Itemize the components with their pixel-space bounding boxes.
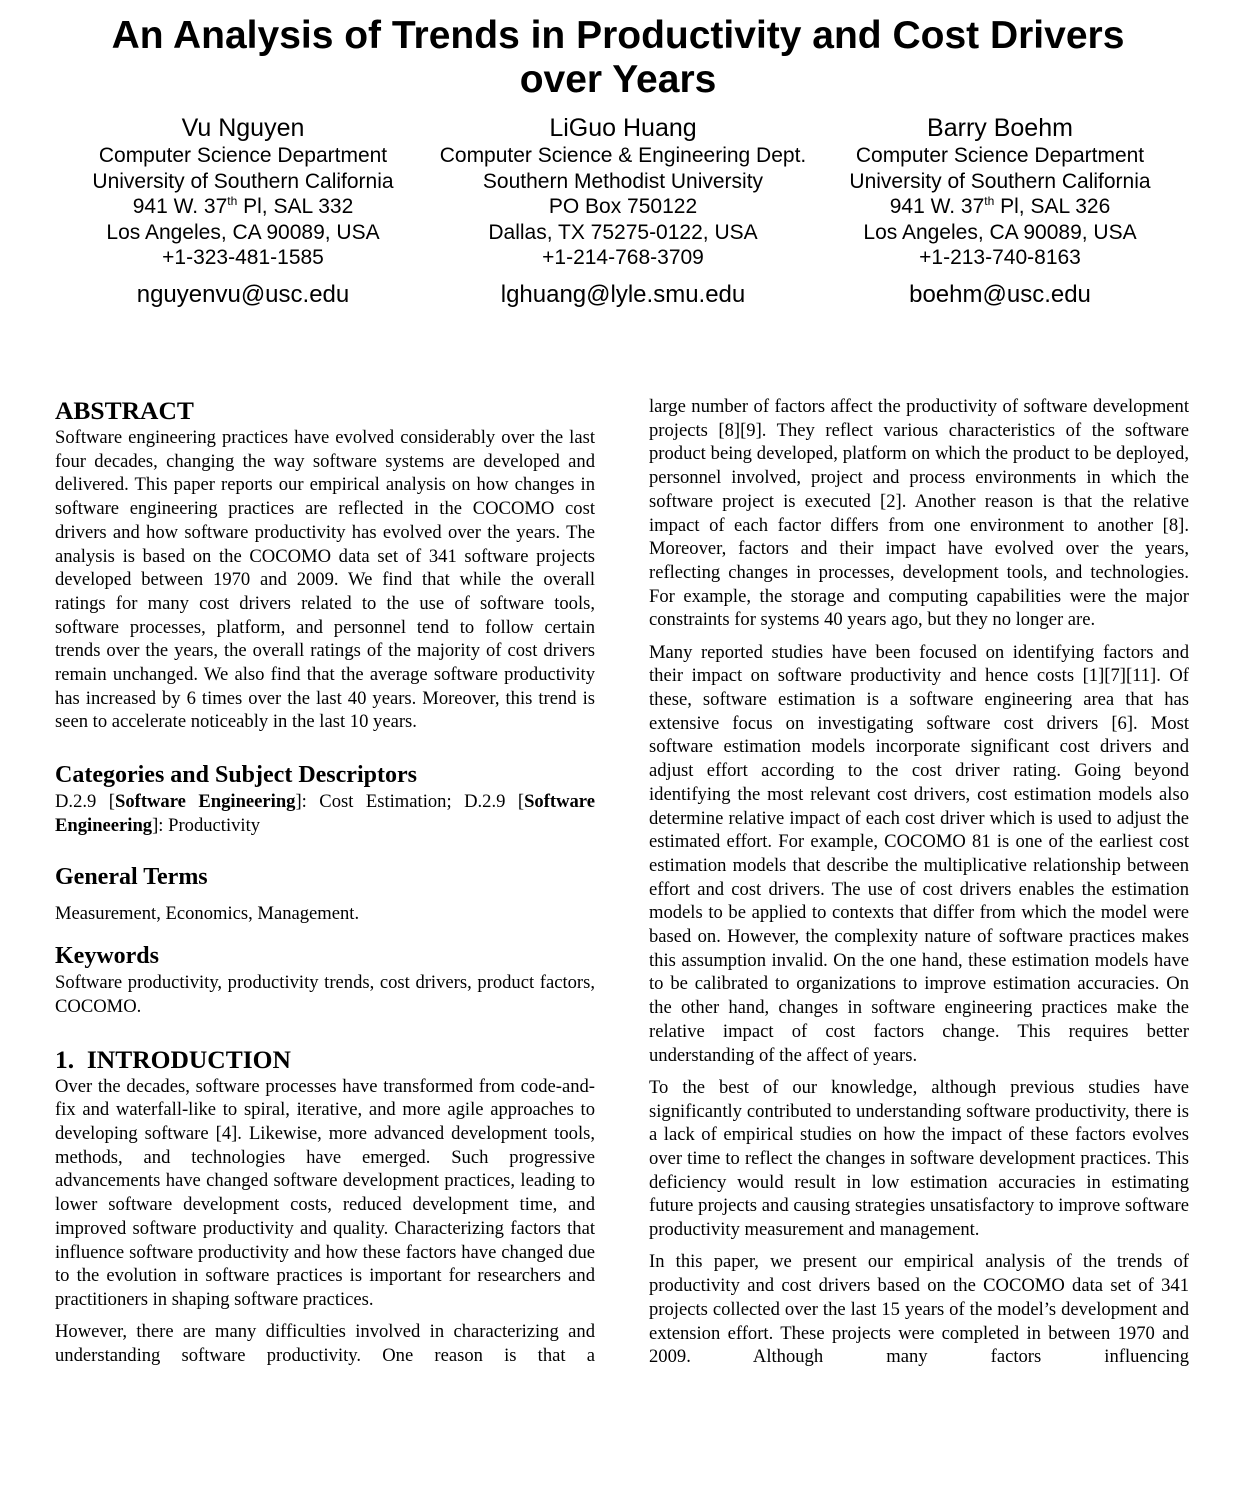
author-city: Los Angeles, CA 90089, USA <box>106 220 380 244</box>
author-email[interactable]: lghuang@lyle.smu.edu <box>500 280 746 308</box>
spacer <box>55 838 595 862</box>
author-address: PO Box 750122 <box>548 195 698 219</box>
author-name: Barry Boehm <box>927 114 1073 142</box>
author-address <box>43 194 443 220</box>
author-dept: Computer Science & Engineering Dept. <box>439 144 807 167</box>
author-2 <box>418 113 828 309</box>
general-terms-heading: General Terms <box>55 863 208 890</box>
author-org: Southern Methodist University <box>482 169 764 193</box>
address-part: Pl, SAL 332 <box>237 195 354 219</box>
author-org: University of Southern California <box>849 169 1151 193</box>
author-phone: +1-214-768-3709 <box>542 246 704 270</box>
intro-paragraph-4: Many reported studies have been focused on identifying factors and their impact on software productivity and hence costs [1][7][11]. Of these, software estimation is a software engineering area that has extensive focus on investigating software cost drivers [6]. Most software estimation models incorporate significant cost drivers and adjust effort according to the cost driver rating. Going beyond identifying the most relevant cost drivers, cost estimation models also determine relative impact of each cost driver which is used to adjust the estimated effort. For example, COCOMO 81 is one of the earliest cost estimation models that describe the multiplicative relationship between effort and cost drivers. The use of cost drivers enables the estimation models to be applied to contexts that differ from which the model were based on. However, the complexity nature of software practices makes this assumption invalid. On the one hand, these estimation models have to be calibrated to organizations to improve estimation accuracies. On the other hand, changes in software engineering practices make the relative impact of cost factors change. This requires better understanding of the affect of years. <box>649 641 1189 1066</box>
author-name: LiGuo Huang <box>549 114 697 142</box>
introduction-heading: 1. INTRODUCTION <box>55 1044 291 1074</box>
text-run: ]: Productivity <box>152 814 261 836</box>
intro-paragraph-6: In this paper, we present our empirical analysis of the trends of productivity and cost drivers based on the COCOMO data set of 341 projects collected over the last 15 years of the model’s development and extension effort. These projects were completed in between 1970 and 2009. Although many factors influencing <box>649 1251 1189 1368</box>
keywords-text: Software productivity, productivity trends, cost drivers, product factors, COCOMO. <box>55 972 595 1017</box>
abstract-heading: ABSTRACT <box>55 396 194 425</box>
author-email[interactable]: boehm@usc.edu <box>909 280 1091 308</box>
address-part: 941 W. 37 <box>889 195 985 219</box>
author-phone: +1-323-481-1585 <box>162 246 324 270</box>
author-dept: Computer Science Department <box>98 144 388 167</box>
author-address <box>800 194 1200 220</box>
bold-run: Software Engineering <box>114 791 296 813</box>
general-terms-text: Measurement, Economics, Management. <box>55 902 360 924</box>
author-city: Los Angeles, CA 90089, USA <box>863 220 1137 244</box>
address-superscript: th <box>227 194 238 209</box>
right-column <box>649 395 1189 1369</box>
text-run: ]: Cost Estimation; D.2.9 [ <box>295 791 525 813</box>
abstract-text: Software engineering practices have evolved considerably over the last four decades, changing the way software systems are developed and delivered. This paper reports our empirical analysis on how changes in software engineering practices are reflected in the COCOMO cost drivers and how software productivity has evolved over the years. The analysis is based on the COCOMO data set of 341 software projects developed between 1970 and 2009. We find that while the overall ratings for many cost drivers related to the use of software tools, software processes, platform, and personnel tend to follow certain trends over the years, the overall ratings of the majority of cost drivers remain unchanged. We also find that the average software productivity has increased by 6 times over the last 40 years. Moreover, this trend is seen to accelerate noticeably in the last 10 years. <box>55 427 595 733</box>
address-part: Pl, SAL 326 <box>994 195 1111 219</box>
keywords-heading: Keywords <box>55 943 159 970</box>
bold-run: Software Engineering <box>55 791 595 836</box>
paper-title <box>0 14 1236 102</box>
author-email[interactable]: nguyenvu@usc.edu <box>136 280 350 308</box>
author-phone: +1-213-740-8163 <box>919 246 1081 270</box>
intro-paragraph-3: large number of factors affect the productivity of software development projects [8][9]. They reflect various characteristics of the software product being developed, platform on which the product to be deployed, personnel involved, project and process environments in which the software project is executed [2]. Another reason is that the relative impact of each factor differs from one environment to another [8]. Moreover, factors and their impact have evolved over the years, reflecting changes in processes, development tools, and technologies. For example, the storage and computing capabilities were the major constraints for systems 40 years ago, but they no longer are. <box>649 396 1189 631</box>
author-name: Vu Nguyen <box>181 114 305 142</box>
author-city: Dallas, TX 75275-0122, USA <box>488 220 758 244</box>
address-superscript: th <box>984 194 995 209</box>
text-run: D.2.9 [ <box>55 791 115 813</box>
spacer <box>55 925 595 941</box>
intro-paragraph-1: Over the decades, software processes have transformed from code-and-fix and waterfall-like to spiral, iterative, and more agile approaches to developing software [4]. Likewise, more advanced development tools, methods, and technologies have emerged. Such progressive advancements have changed software development practices, leading to lower software development costs, reduced development time, and improved software productivity and quality. Characterizing factors that influence software productivity and how these factors have changed due to the evolution in software practices is important for researchers and practitioners in shaping software practices. <box>55 1075 595 1310</box>
categories-text <box>55 790 595 837</box>
categories-heading: Categories and Subject Descriptors <box>55 762 417 789</box>
address-part: 941 W. 37 <box>132 195 228 219</box>
spacer <box>55 1019 595 1045</box>
title-line-2: over Years <box>519 58 717 101</box>
intro-paragraph-2: However, there are many difficulties involved in characterizing and understanding software productivity. One reason is that a <box>55 1321 595 1366</box>
title-line-1: An Analysis of Trends in Productivity and Cost Drivers <box>111 14 1125 57</box>
author-1 <box>43 113 443 309</box>
author-org: University of Southern California <box>92 169 394 193</box>
spacer <box>55 734 595 760</box>
author-dept: Computer Science Department <box>855 144 1145 167</box>
author-3 <box>800 113 1200 309</box>
intro-paragraph-5: To the best of our knowledge, although previous studies have significantly contributed to understanding software productivity, there is a lack of empirical studies on how the impact of these factors evolves over time to reflect the changes in software development practices. This deficiency would result in low estimation accuracies in estimating future projects and causing strategies unsatisfactory to improve software productivity measurement and management. <box>649 1076 1189 1241</box>
left-column <box>55 396 595 1368</box>
